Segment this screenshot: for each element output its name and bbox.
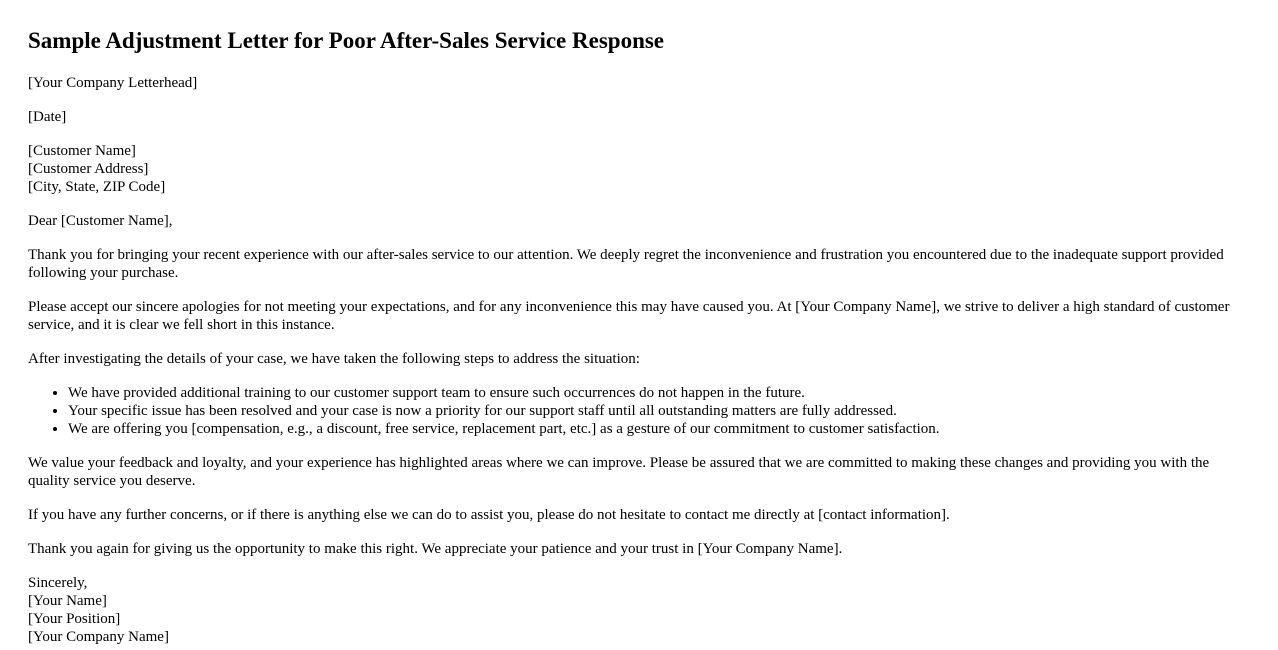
signature-name: [Your Name] [28, 593, 107, 609]
signature-block [28, 574, 1250, 646]
list-item: • Your specific issue has been resolved and your case is now a priority for our support staff until all outstanding matters are fully addressed. [68, 402, 1250, 420]
paragraph-steps-intro: After investigating the details of your case, we have taken the following steps to address the situation: [28, 351, 640, 367]
salutation: Dear [Customer Name], [28, 213, 173, 229]
paragraph-apology: Please accept our sincere apologies for not meeting your expectations, and for any inconvenience this may have caused you. At [Your Company Name], we strive to deliver a high standard of customer service, and it is clear we fell short in this instance. [28, 299, 1230, 333]
list-item: • We have provided additional training to our customer support team to ensure such occurrences do not happen in the future. [68, 384, 1250, 402]
letterhead: [Your Company Letterhead] [28, 75, 198, 91]
page-title: Sample Adjustment Letter for Poor After-Sales Service Response [28, 28, 665, 53]
list-item: • We are offering you [compensation, e.g., a discount, free service, replacement part, etc.] as a gesture of our commitment to customer satisfaction. [68, 420, 1250, 438]
paragraph-acknowledgement: Thank you for bringing your recent experience with our after-sales service to our attention. We deeply regret the inconvenience and frustration you encountered due to the inadequate support provided following your purchase. [28, 247, 1224, 281]
letter-date: [Date] [28, 109, 67, 125]
steps-list [28, 384, 1250, 438]
paragraph-feedback: We value your feedback and loyalty, and your experience has highlighted areas where we can improve. Please be assured that we are committed to making these changes and providing you with the quality service you deserve. [28, 455, 1210, 489]
signature-position: [Your Position] [28, 611, 121, 627]
recipient-address: [Customer Address] [28, 161, 149, 177]
signature-closing: Sincerely, [28, 575, 88, 591]
recipient-name: [Customer Name] [28, 143, 136, 159]
paragraph-thanks: Thank you again for giving us the opportunity to make this right. We appreciate your patience and your trust in [Your Company Name]. [28, 541, 843, 557]
recipient-address-block [28, 142, 1250, 196]
recipient-city-line: [City, State, ZIP Code] [28, 179, 166, 195]
paragraph-contact: If you have any further concerns, or if there is anything else we can do to assist you, please do not hesitate to contact me directly at [contact information]. [28, 507, 950, 523]
signature-company: [Your Company Name] [28, 629, 169, 645]
